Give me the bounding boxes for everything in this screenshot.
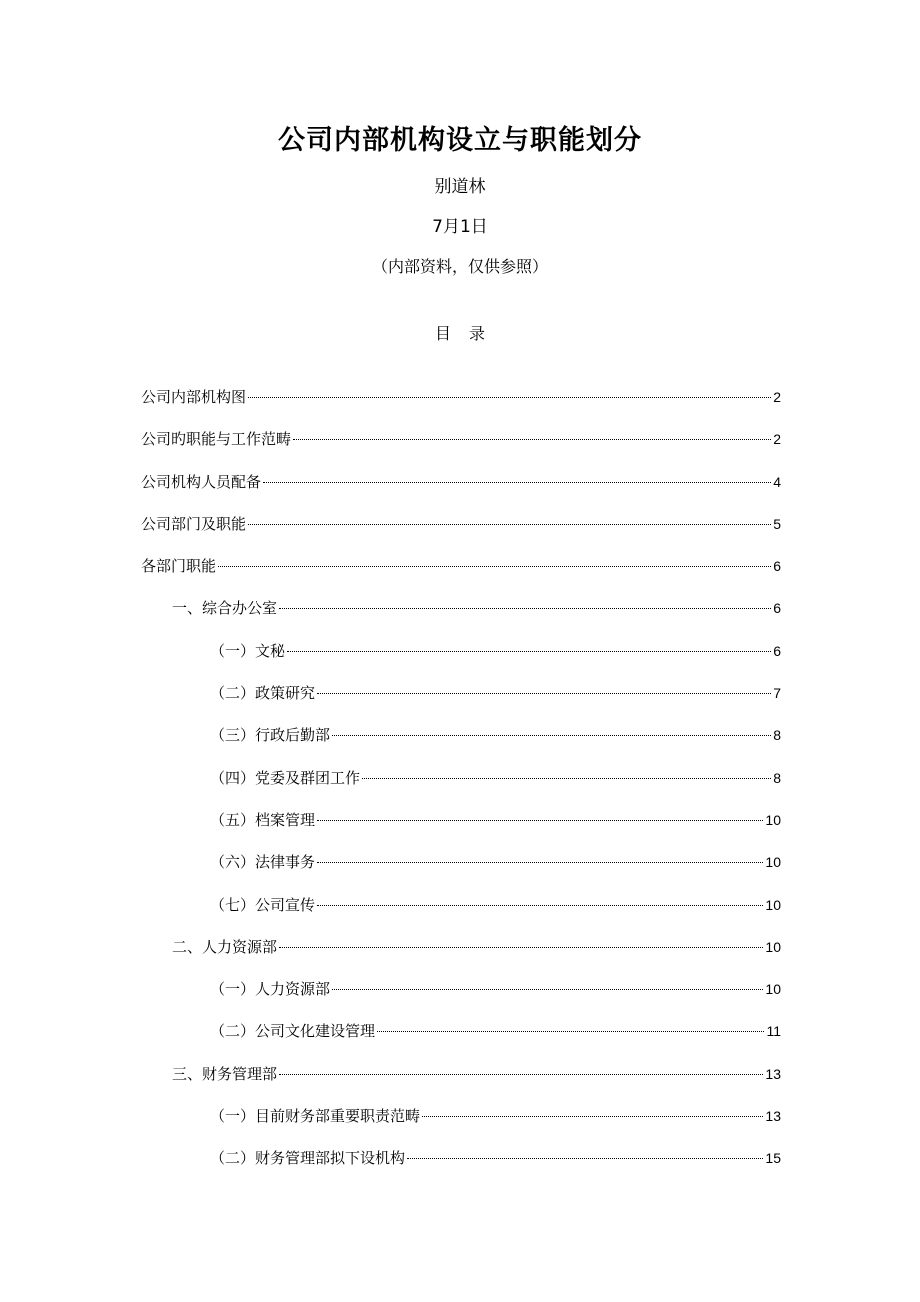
toc-entry-page-number: 10: [765, 811, 781, 828]
toc-dot-leader: [279, 947, 763, 948]
toc-entry-page-number: 6: [773, 642, 781, 659]
toc-entry[interactable]: [141, 1020, 781, 1062]
toc-dot-leader: [263, 482, 771, 483]
toc-entry-page-number: 4: [773, 473, 781, 490]
toc-dot-leader: [248, 524, 771, 525]
toc-entry-page-number: 13: [765, 1065, 781, 1082]
toc-dot-leader: [377, 1031, 764, 1032]
toc-entry-page-number: 10: [765, 981, 781, 998]
toc-entry-label: （二）财务管理部拟下设机构: [210, 1149, 406, 1168]
toc-dot-leader: [279, 1074, 763, 1075]
toc-dot-leader: [317, 905, 763, 906]
toc-entry-label: （五）档案管理: [210, 810, 316, 829]
toc-entry-label: 公司部门及职能: [141, 514, 247, 533]
toc-entry-page-number: 13: [765, 1108, 781, 1125]
toc-entry[interactable]: [141, 386, 781, 428]
toc-entry[interactable]: [141, 809, 781, 851]
toc-entry-label: 三、财务管理部: [172, 1064, 278, 1083]
toc-entry-page-number: 7: [773, 685, 781, 702]
toc-dot-leader: [407, 1158, 763, 1159]
document-note: （内部资料，仅供参照）: [371, 257, 548, 276]
toc-entry-page-number: 5: [773, 515, 781, 532]
toc-entry[interactable]: [141, 597, 781, 639]
toc-entry[interactable]: [141, 513, 781, 555]
document-author: 别道林: [434, 177, 486, 197]
toc-entry-page-number: 6: [773, 600, 781, 617]
toc-entry-label: （六）法律事务: [210, 853, 316, 872]
toc-entry[interactable]: [141, 428, 781, 470]
toc-dot-leader: [362, 778, 771, 779]
table-of-contents: [141, 386, 781, 1190]
toc-entry-label: （一）目前财务部重要职责范畴: [210, 1107, 421, 1126]
toc-entry-label: （四）党委及群团工作: [210, 768, 361, 787]
toc-entry-page-number: 11: [766, 1023, 781, 1040]
toc-entry-label: （一）人力资源部: [210, 980, 331, 999]
toc-entry[interactable]: [141, 724, 781, 766]
toc-entry-page-number: 6: [773, 558, 781, 575]
toc-entry[interactable]: [141, 640, 781, 682]
toc-entry-label: （一）文秘: [210, 641, 286, 660]
toc-entry-label: 公司机构人员配备: [141, 472, 262, 491]
toc-entry-page-number: 10: [765, 896, 781, 913]
toc-entry-page-number: 2: [773, 389, 781, 405]
toc-entry[interactable]: [141, 1105, 781, 1147]
toc-entry[interactable]: [141, 471, 781, 513]
toc-entry-label: 公司内部机构图: [141, 388, 247, 406]
toc-entry[interactable]: [141, 555, 781, 597]
toc-entry[interactable]: [141, 682, 781, 724]
toc-entry-page-number: 15: [765, 1150, 781, 1167]
toc-dot-leader: [332, 735, 771, 736]
toc-entry-label: 一、综合办公室: [172, 599, 278, 618]
toc-entry[interactable]: [141, 936, 781, 978]
document-date: 7月1日: [432, 217, 488, 237]
toc-entry[interactable]: [141, 1147, 781, 1189]
toc-entry[interactable]: [141, 851, 781, 893]
toc-entry-page-number: 8: [773, 727, 781, 744]
toc-entry-label: （二）政策研究: [210, 684, 316, 703]
toc-entry[interactable]: [141, 1063, 781, 1105]
toc-entry-label: 各部门职能: [141, 557, 217, 576]
toc-entry-page-number: 10: [765, 854, 781, 871]
toc-entry-label: 公司旳职能与工作范畴: [141, 430, 292, 449]
toc-dot-leader: [248, 397, 771, 398]
toc-dot-leader: [332, 989, 763, 990]
toc-dot-leader: [218, 566, 771, 567]
toc-entry[interactable]: [141, 894, 781, 936]
toc-entry-page-number: 10: [765, 938, 781, 955]
toc-dot-leader: [317, 862, 763, 863]
toc-entry-page-number: 8: [773, 769, 781, 786]
toc-dot-leader: [293, 439, 771, 440]
toc-entry-label: （七）公司宣传: [210, 895, 316, 914]
toc-entry-page-number: 2: [773, 431, 781, 448]
toc-entry-label: （三）行政后勤部: [210, 726, 331, 745]
document-title: 公司内部机构设立与职能划分: [278, 125, 642, 156]
toc-entry-label: 二、人力资源部: [172, 937, 278, 956]
toc-dot-leader: [317, 693, 771, 694]
toc-entry-label: （二）公司文化建设管理: [210, 1022, 376, 1041]
toc-dot-leader: [422, 1116, 763, 1117]
toc-dot-leader: [279, 608, 771, 609]
toc-heading: 目录: [434, 324, 503, 343]
toc-entry[interactable]: [141, 767, 781, 809]
toc-entry[interactable]: [141, 978, 781, 1020]
toc-dot-leader: [287, 651, 771, 652]
toc-dot-leader: [317, 820, 763, 821]
